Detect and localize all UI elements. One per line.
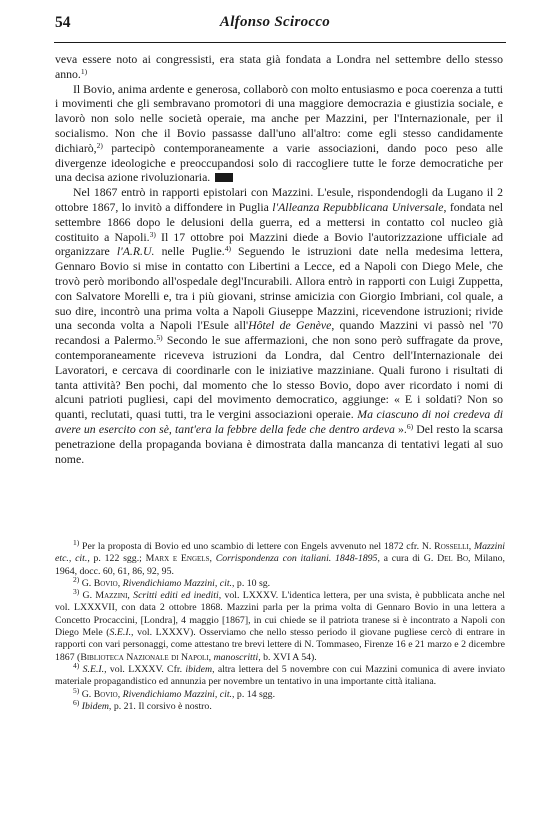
footnote-ref-3: 3): [149, 229, 156, 239]
paragraph-2: Il Bovio, anima ardente e generosa, collaborò con molto entusiasmo e poca coerenza a tutti i movimenti che gli sembravano promotori di una maggiore democrazia e giustizia sociale, e lavorò non solo nelle società operaie, ma anche per Mazzini, per l'Internazionale, per il socialismo. Non che il Bovio passasse dall'uno all'altro: come egli stesso candidamente dichiarò,$^{2)}$ partecipò contemporaneamente a varie associazioni, dando poco peso alle divergenze ideologiche e preoccupandosi solo di raccogliere tutte le forze democratiche per una decisa azione rivoluzionaria.: [55, 81, 503, 185]
page-number: 54: [55, 14, 71, 31]
footnote-6: $^{6)}$ Ibidem, p. 21. Il corsivo è nostro.: [73, 697, 212, 712]
ink-blot-mark: [215, 173, 233, 182]
footnote-1: $^{1)}$ Per la proposta di Bovio ed uno scambio di lettere con Engels avvenuto nel 1872 cfr. N. Rosselli, Mazzini etc., cit., p. 122 sgg.; Marx e Engels, Corrispondenza con italiani. 1848-1895, a cura di G. Del Bo, Milano, 1964, docc. 60, 61, 86, 92, 95.: [55, 538, 506, 577]
footnote-ref-6: 6): [406, 421, 414, 431]
footnote-3: $^{3)}$ G. Mazzini, Scritti editi ed inediti, vol. LXXXV. L'identica lettera, per una svista, è pubblicata anche nel vol. LXXXVII, con data 2 ottobre 1868. Mazzini parla per la prima volta di Gennaro Bovio in una lettera a Concetto Procaccini, [Londra], 4 maggio [1867], in cui chiede se il patriota tranese si è incontrato a Napoli con Diego Mele (S.E.I., vol. LXXXV). Osserviamo che nello stesso periodo il giovane pugliese cercò di entrare in rapporti con vari personaggi, come attestano tre brevi lettere di N. Tommaseo, Firenze 16 e 21 marzo e 2 dicembre 1867 (Biblioteca Nazionale di Napoli, manoscritti, b. XVI A 54).: [55, 587, 505, 663]
footnote-ref-5: 5): [156, 333, 163, 343]
paragraph-3: Nel 1867 entrò in rapporti epistolari con Mazzini. L'esule, rispondendogli da Lugano il 2 ottobre 1867, lo invitò a diffondere in Puglia l'Alleanza Repubblicana Universale, fondata nel settembre 1866 dopo le delusioni della guerra, ed a mettersi in contatto col nucleo già costituito a Napoli.$^{3)}$ Il 17 ottobre poi Mazzini diede a Bovio l'autorizzazione ufficiale ad organizzare l'A.R.U. nelle Puglie.$^{4)}$ Seguendo le istruzioni date nella medesima lettera, Gennaro Bovio si mise in contatto con Libertini a Lecce, ed a Napoli con Diego Mele, che trovò però moribondo all'ospedale degl'Incurabili. Allora entrò in rapporti con Luigi Zuppetta, con Salvatore Morelli e, tra i più giovani, strinse amicizia con Giorgio Imbriani, col quale, a suo dire, incontrò una prima volta a Napoli Giuseppe Mazzini, ricevendone istruzioni; rivide una seconda volta a Napoli l'Esule all'Hôtel de Genève, quando Mazzini vi passò nel '70 recandosi a Palermo.$^{5)}$ Secondo le sue affermazioni, che non sono però suffragate da prove, contemporaneamente riceveva istruzioni da Londra, dal Centro dell'Internazionale dei Lavoratori, e cercava di coordinarle con le iniziative mazziniane. Quali furono i risultati di tanta attività? Ben pochi, dal momento che lo stesso Bovio, dopo aver ricordato i nomi di alcuni patrioti pugliesi, capi del movimento democratico, aggiunge: « E i soldati? Non so quanti, reclutati, quasi tutti, tra le vergini associazioni operaie. Ma ciascuno di noi credeva di avere un esercito con sè, tant'era la febbre della fede che dentro ardeva ».$^{6)}$ Del resto la scarsa penetrazione della propaganda boviana è dimostrata dalla mancanza di tentativi legati al suo nome.: [55, 185, 504, 466]
footnote-ref-4: 4): [224, 244, 231, 254]
page-header: [0, 14, 550, 36]
footnote-ref-2: 2): [96, 140, 103, 150]
footnote-ref-1: 1): [80, 66, 88, 76]
footnote-2: $^{2)}$ G. Bovio, Rivendichiamo Mazzini, cit., p. 10 sg.: [73, 574, 271, 589]
footnotes: [55, 538, 506, 713]
header-rule: [54, 42, 506, 43]
footnote-4: $^{4)}$ S.E.I., vol. LXXXV. Cfr. ibidem, altra lettera del 5 novembre con cui Mazzini comunica di avere inviato materiale propagandistico ed annunzia per novembre un tentativo in una importante città italiana.: [55, 660, 506, 688]
running-head: Alfonso Scirocco: [219, 14, 331, 30]
footnote-5: $^{5)}$ G. Bovio, Rivendichiamo Mazzini, cit., p. 14 sgg.: [73, 685, 276, 700]
paragraph-1: veva essere noto ai congressisti, era stata già fondata a Londra nel settembre dello stesso anno.$^{1)}$: [55, 52, 503, 81]
main-text: [55, 52, 503, 466]
